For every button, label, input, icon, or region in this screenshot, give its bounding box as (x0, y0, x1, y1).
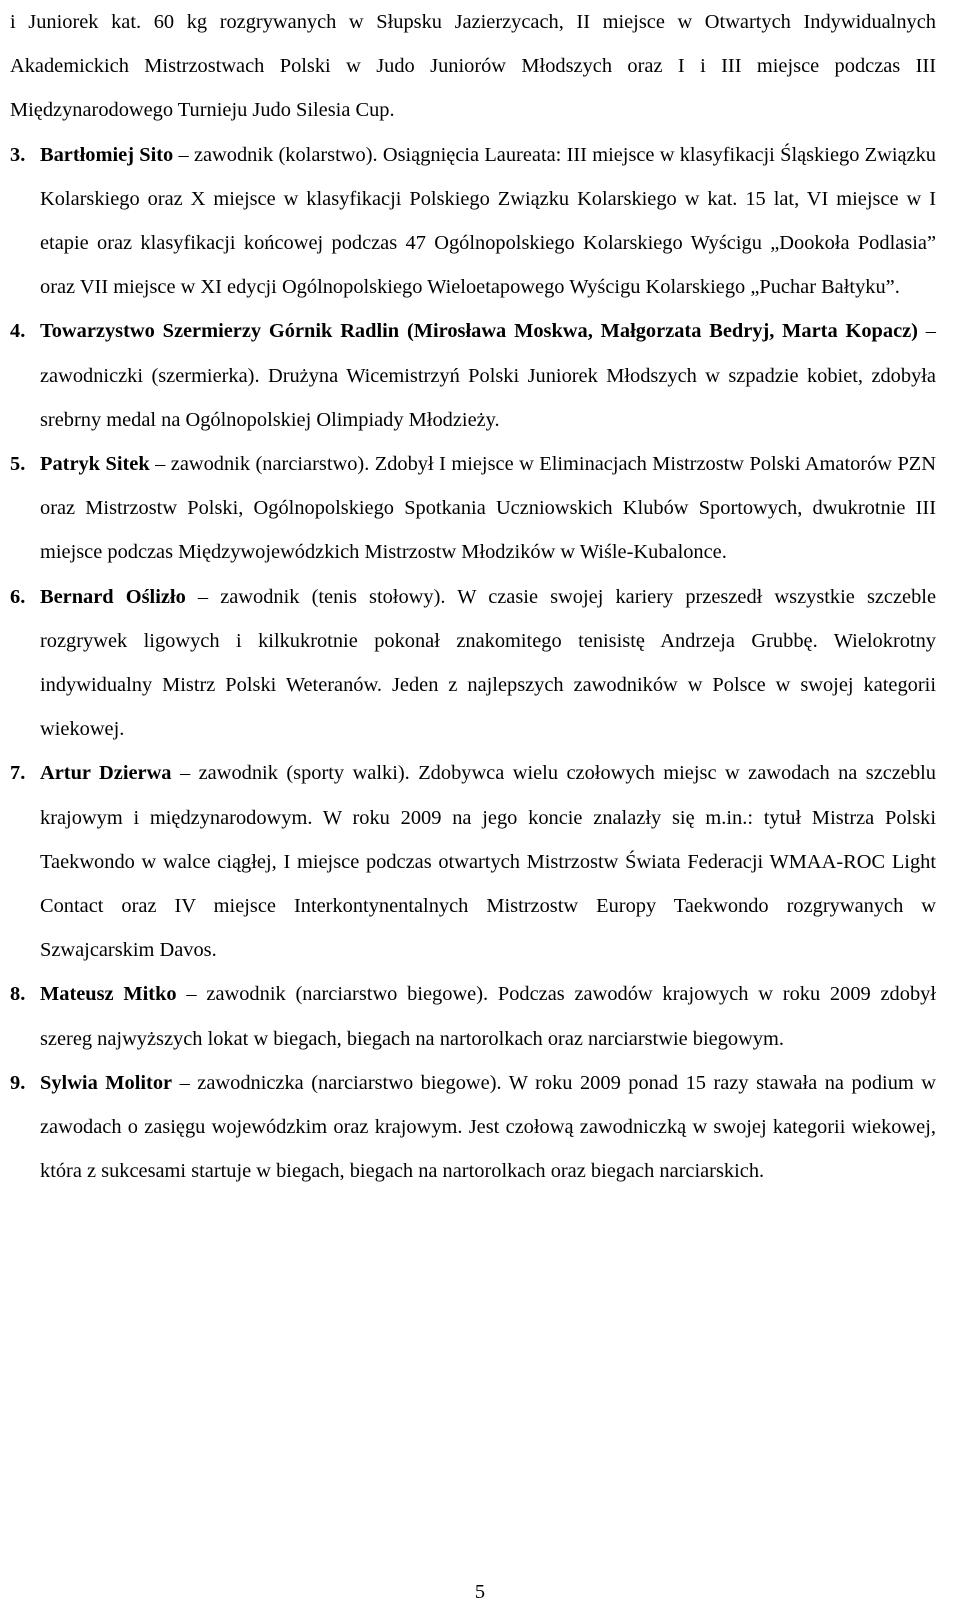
item-number: 3. (10, 143, 26, 166)
list-item-6 (10, 575, 936, 752)
list-item-7 (10, 751, 936, 972)
document-body (10, 0, 936, 1193)
list-item-3 (10, 133, 936, 310)
laureate-name: Sylwia Molitor (40, 1071, 173, 1094)
laureate-description: – zawodniczka (narciarstwo biegowe). W roku 2009 ponad 15 razy stawała na podium w zawodach o zasięgu wojewódzkim oraz krajowym. Jest czołową zawodniczką w swojej kategorii wiekowej, która z sukcesami startuje w biegach, biegach na nartorolkach oraz biegach narciarskich. (40, 1071, 937, 1183)
page-number: 5 (474, 1581, 486, 1603)
list-item-5 (10, 442, 936, 575)
laureate-name: Mateusz Mitko (40, 983, 177, 1006)
laureate-name: Bernard Oślizło (40, 585, 186, 608)
laureate-description: – zawodnik (narciarstwo). Zdobył I miejsce w Eliminacjach Mistrzostw Polski Amatorów PZN oraz Mistrzostw Polski, Ogólnopolskiego Spotkania Uczniowskich Klubów Sportowych, dwukrotnie III miejsce podczas Międzywojewódzkich Mistrzostw Młodzików w Wiśle-Kubalonce. (40, 453, 936, 564)
item-number: 6. (10, 585, 26, 608)
laureate-name: Bartłomiej Sito (40, 143, 174, 166)
laureate-description: – zawodnik (narciarstwo biegowe). Podczas zawodów krajowych w roku 2009 zdobył szereg najwyższych lokat w biegach, biegach na nartorolkach oraz narciarstwie biegowym. (40, 983, 936, 1050)
laureate-description: – zawodniczki (szermierka). Drużyna Wicemistrzyń Polski Juniorek Młodszych w szpadzie kobiet, zdobyła srebrny medal na Ogólnopolskiej Olimpiady Młodzieży. (40, 320, 936, 431)
intro-paragraph: i Juniorek kat. 60 kg rozgrywanych w Słupsku Jazierzycach, II miejsce w Otwartych Indywidualnych Akademickich Mistrzostwach Polski w Judo Juniorów Młodszych oraz I i III miejsce podczas III Międzynarodowego Turnieju Judo Silesia Cup. (10, 11, 936, 122)
laureate-name: Patryk Sitek (40, 453, 150, 476)
item-number: 7. (10, 762, 26, 785)
laureate-name: Artur Dzierwa (40, 762, 172, 785)
laureate-description: – zawodnik (kolarstwo). Osiągnięcia Laureata: III miejsce w klasyfikacji Śląskiego Związku Kolarskiego oraz X miejsce w klasyfikacji Polskiego Związku Kolarskiego w kat. 15 lat, VI miejsce w I etapie oraz klasyfikacji końcowej podczas 47 Ogólnopolskiego Kolarskiego Wyścigu „Dookoła Podlasia” oraz VII miejsce w XI edycji Ogólnopolskiego Wieloetapowego Wyścigu Kolarskiego „Puchar Bałtyku”. (40, 143, 936, 299)
list-item-4 (10, 309, 936, 442)
list-item-9 (10, 1061, 936, 1194)
laureate-description: – zawodnik (sporty walki). Zdobywca wielu czołowych miejsc w zawodach na szczeblu krajowym i międzynarodowym. W roku 2009 na jego koncie znalazły się m.in.: tytuł Mistrza Polski Taekwondo w walce ciągłej, I miejsce podczas otwartych Mistrzostw Świata Federacji WMAA-ROC Light Contact oraz IV miejsce Interkontynentalnych Mistrzostw Europy Taekwondo rozgrywanych w Szwajcarskim Davos. (40, 762, 936, 962)
laureate-description: – zawodnik (tenis stołowy). W czasie swojej kariery przeszedł wszystkie szczeble rozgrywek ligowych i kilkukrotnie pokonał znakomitego tenisistę Andrzeja Grubbę. Wielokrotny indywidualny Mistrz Polski Weteranów. Jeden z najlepszych zawodników w Polsce w swojej kategorii wiekowej. (40, 585, 936, 741)
item-number: 9. (10, 1071, 26, 1094)
item-number: 4. (10, 320, 26, 343)
item-number: 5. (10, 453, 26, 476)
laureate-name: Towarzystwo Szermierzy Górnik Radlin (Mirosława Moskwa, Małgorzata Bedryj, Marta Kopacz) (40, 320, 918, 343)
list-item-8 (10, 972, 936, 1060)
item-number: 8. (10, 983, 26, 1006)
